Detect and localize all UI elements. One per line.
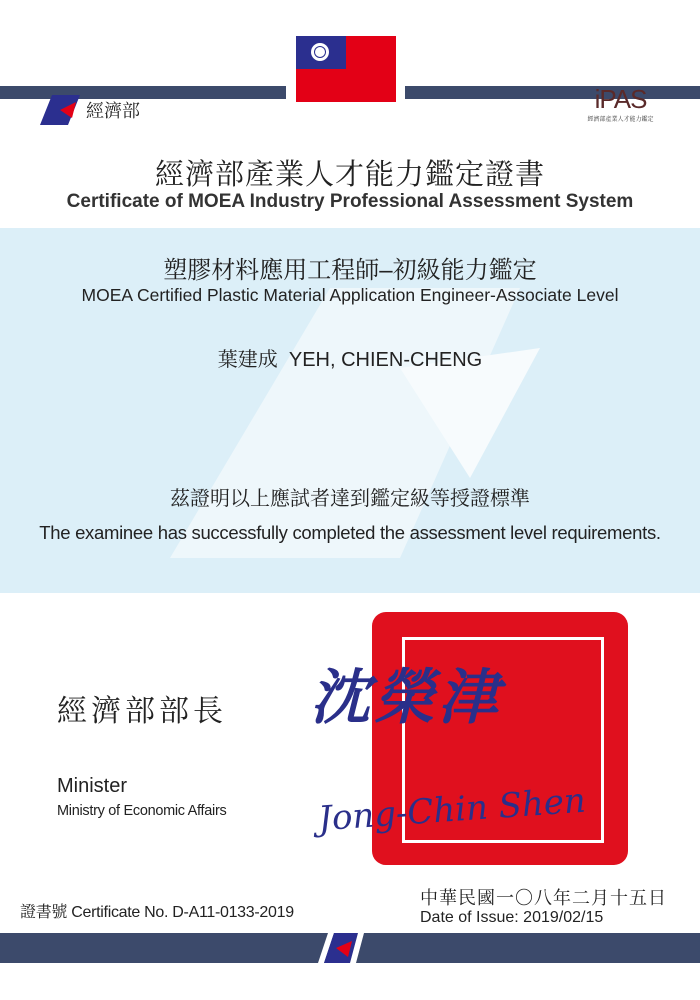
signatory-title-en: Minister — [57, 775, 128, 797]
signature: Jong-Chin Shen — [316, 780, 588, 840]
statement-zh: 茲證明以上應試者達到鑑定級等授證標準 — [170, 488, 530, 510]
taiwan-flag-icon — [296, 36, 396, 102]
signatory-title-zh: 經濟部部長 — [57, 695, 227, 728]
signatory-org: Ministry of Economic Affairs — [57, 803, 227, 819]
moea-logo: 經濟部 — [40, 95, 140, 125]
certificate-title-en: Certificate of MOEA Industry Professional Assessment System — [66, 191, 634, 212]
certificate-number: 證書號 Certificate No. D-A11-0133-2019 — [20, 904, 294, 921]
moea-logo-icon — [40, 95, 82, 125]
ipas-logo: iPAS 經濟部產業人才能力鑑定 — [587, 84, 654, 123]
certification-en: MOEA Certified Plastic Material Application Engineer-Associate Level — [81, 285, 619, 305]
date-zh: 中華民國一〇八年二月十五日 — [420, 888, 667, 908]
moea-logo-bottom-icon — [318, 933, 366, 963]
certificate-title-zh: 經濟部產業人才能力鑑定證書 — [154, 159, 545, 191]
date-of-issue: Date of Issue: 2019/02/15 — [420, 909, 604, 926]
statement-en: The examinee has successfully completed the assessment level requirements. — [39, 522, 661, 543]
signature-zh: 沈榮津 — [310, 663, 502, 733]
certification-zh: 塑膠材料應用工程師–初級能力鑑定 — [163, 257, 537, 284]
recipient-name: 葉建成 YEH, CHIEN-CHENG — [217, 349, 483, 371]
